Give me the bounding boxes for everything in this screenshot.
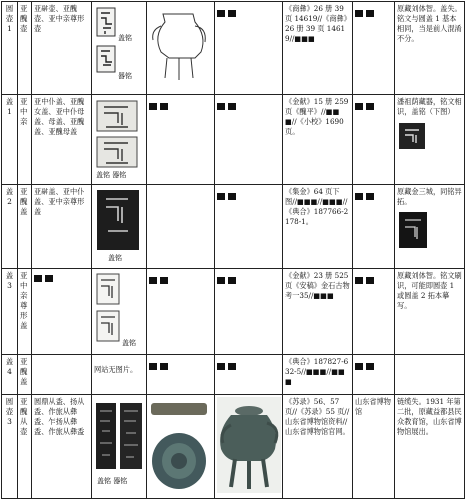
svg-text:器铭: 器铭 — [118, 72, 132, 80]
row-id: 盖4 — [2, 355, 18, 395]
rubbing-icon — [94, 97, 144, 179]
remark: 原藏刘体智。盖失。铭文与圆盖 1 基本相同，当是前人混淆不分。 — [395, 2, 465, 95]
svg-text:盖铭: 盖铭 — [122, 339, 136, 347]
vessel-picture-cell — [147, 185, 215, 269]
remark: 原藏刘体智。铭文刷识，可能即圆壶 1 或圆盖 2 拓本摹写。 — [395, 269, 465, 355]
reference: 《金献》23 册 525 页《安稿》金石古物考一35//■■■ — [283, 269, 353, 355]
inscription-cell — [92, 395, 147, 499]
reference: 《集金》64 页下图//■■■//■■■//《典合》187766-2178-1。 — [283, 185, 353, 269]
no-image-note: 网站无图片。 — [94, 365, 138, 374]
table-row — [2, 185, 465, 269]
vessel-picture-cell-2 — [215, 395, 283, 499]
lid-inscription-thumbnail — [397, 121, 427, 151]
svg-text:盖铭: 盖铭 — [118, 34, 132, 42]
bronze-pot-drawing-icon — [149, 4, 211, 84]
empty-cell — [215, 2, 283, 95]
row-id: 圆壶3 — [2, 395, 18, 499]
inscription-cell — [92, 355, 147, 395]
row-id: 盖2 — [2, 185, 18, 269]
alternate-names — [32, 269, 92, 355]
remark: 潘祖荫藏器，铭文相识，盖铭（下图） — [395, 95, 465, 185]
alternate-names: 圆鼎从盉、扬从盉、作旅从彝盉、乍扬从彝盉、作旅从彝盉 — [32, 395, 92, 499]
inscription-cell — [92, 2, 147, 95]
svg-text:盖铭 器铭: 盖铭 器铭 — [96, 171, 127, 179]
remark — [395, 355, 465, 395]
object-name: 亚醜从壶 — [18, 395, 32, 499]
table-row — [2, 395, 465, 499]
vessel-picture-cell — [147, 2, 215, 95]
vessel-picture-cell — [147, 355, 215, 395]
inscription-cell — [92, 95, 147, 185]
holder: 山东省博物馆 — [353, 395, 395, 499]
alternate-names: 亚中仆盖、亚醜女盖、亚中仆母盖、母盖、亚醜盖、亚醜母盖 — [32, 95, 92, 185]
reference: 《苏录》56、57 页//《苏录》55 页//山东省博物馆资料//山东省博物馆官网。 — [283, 395, 353, 499]
object-name: 亚中亲尊形盖 — [18, 269, 32, 355]
empty-cell — [215, 185, 283, 269]
alternate-names: 亚𩰫壶、亚醜壶、亚中亲尊形壶 — [32, 2, 92, 95]
object-name: 亚醜壶 — [18, 2, 32, 95]
holder-cell — [353, 355, 395, 395]
holder-cell — [353, 2, 395, 95]
inscription-cell — [92, 269, 147, 355]
table-row — [2, 269, 465, 355]
table-row — [2, 2, 465, 95]
inscription-rubbing-pair-icon — [94, 397, 146, 487]
table-row — [2, 355, 465, 395]
holder-cell — [353, 185, 395, 269]
empty-cell — [215, 269, 283, 355]
row-id: 盖3 — [2, 269, 18, 355]
vessel-picture-cell — [147, 269, 215, 355]
bronze-lid-photo-icon — [149, 397, 211, 493]
object-name: 亚醜盖 — [18, 355, 32, 395]
svg-text:盖铭 器铭: 盖铭 器铭 — [97, 477, 128, 485]
svg-text:盖铭: 盖铭 — [108, 254, 122, 262]
artifact-table — [1, 1, 465, 499]
reference: 《商彝》26 册 39 页 14619//《商彝》26 册 39 页 14619//■■■ — [283, 2, 353, 95]
inscription-rubbing-icon — [94, 4, 144, 80]
vessel-picture-cell — [147, 95, 215, 185]
holder-cell — [353, 95, 395, 185]
bronze-pot-photo-icon — [217, 397, 281, 493]
alternate-names: 亚𩰫盖、亚中仆盖、亚中亲尊形盖 — [32, 185, 92, 269]
dark-inscription-thumbnail — [397, 210, 429, 250]
object-name: 亚醜盖 — [18, 185, 32, 269]
reference: 《金献》15 册 259 页《醜平》//■■■//《小校》1690 页。 — [283, 95, 353, 185]
dark-rubbing-icon — [94, 187, 144, 263]
vessel-picture-cell — [147, 395, 215, 499]
rubbing-icon — [94, 271, 144, 349]
inscription-cell — [92, 185, 147, 269]
row-id: 圆壶1 — [2, 2, 18, 95]
alternate-names — [32, 355, 92, 395]
reference: 《典合》187827-632-5//■■■//■■■ — [283, 355, 353, 395]
row-id: 盖1 — [2, 95, 18, 185]
empty-cell — [215, 95, 283, 185]
holder-cell — [353, 269, 395, 355]
remark: 链缆失。1931 年第二批，原藏益都县民众教育馆，山东省博物馆展出。 — [395, 395, 465, 499]
remark: 原藏金三城，同铭异拓。 — [395, 185, 465, 269]
table-row — [2, 95, 465, 185]
empty-cell — [215, 355, 283, 395]
object-name: 亚中亲 — [18, 95, 32, 185]
